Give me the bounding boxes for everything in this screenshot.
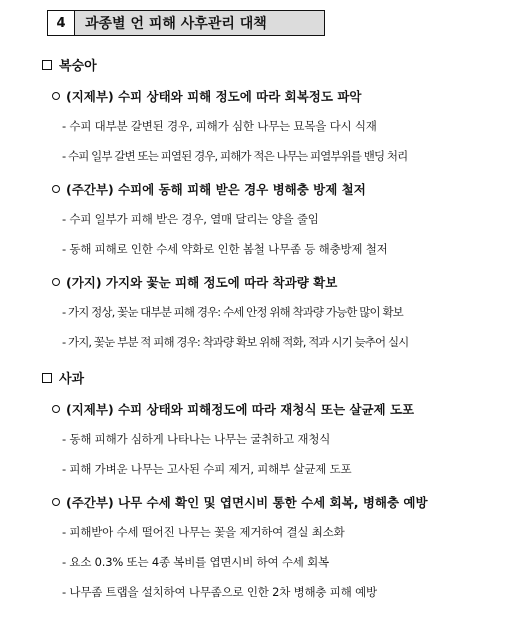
subheading — [52, 87, 361, 105]
list-item: - 동해 피해가 심하게 나타나는 나무는 굴취하고 재청식 — [62, 432, 331, 446]
title-number: 4 — [47, 10, 75, 36]
subheading — [52, 400, 414, 418]
circle-bullet-icon — [52, 405, 60, 413]
list-item: - 나무좀 트랩을 설치하여 나무좀으로 인한 2차 병해충 피해 예방 — [62, 585, 377, 599]
list-item: - 가지, 꽃눈 부분 적 피해 경우: 착과량 확보 위해 적화, 적과 시기 늦추어 실시 — [62, 335, 409, 349]
circle-bullet-icon — [52, 498, 60, 506]
circle-bullet-icon — [52, 92, 60, 100]
list-item: - 수피 일부가 피해 받은 경우, 열매 달리는 양을 줄임 — [62, 212, 319, 226]
checkbox-square-icon — [42, 60, 52, 70]
section-heading-peach — [42, 55, 97, 74]
circle-bullet-icon — [52, 278, 60, 286]
list-item: - 수피 일부 갈변 또는 피열된 경우, 피해가 적은 나무는 피열부위를 밴딩 처리 — [62, 149, 408, 163]
subheading — [52, 273, 337, 291]
subheading-text: (주간부) 수피에 동해 피해 받은 경우 병해충 방제 철저 — [66, 182, 366, 197]
list-item: - 동해 피해로 인한 수세 약화로 인한 봄철 나무좀 등 해충방제 철저 — [62, 242, 388, 256]
section-label: 복숭아 — [59, 59, 97, 74]
subheading-text: (지제부) 수피 상태와 피해정도에 따라 재청식 또는 살균제 도포 — [66, 402, 415, 417]
list-item: - 요소 0.3% 또는 4종 복비를 엽면시비 하여 수세 회복 — [62, 555, 329, 569]
checkbox-square-icon — [42, 373, 52, 383]
subheading — [52, 180, 366, 198]
subheading-text: (지제부) 수피 상태와 피해 정도에 따라 회복정도 파악 — [66, 89, 362, 104]
subheading-text: (주간부) 나무 수세 확인 및 엽면시비 통한 수세 회복, 병해충 예방 — [66, 495, 428, 510]
list-item: - 피해받아 수세 떨어진 나무는 꽃을 제거하여 결실 최소화 — [62, 525, 345, 539]
subheading-text: (가지) 가지와 꽃눈 피해 정도에 따라 착과량 확보 — [66, 275, 338, 290]
title-bar — [47, 10, 325, 36]
page-title: 과종별 언 피해 사후관리 대책 — [75, 10, 325, 36]
list-item: - 가지 정상, 꽃눈 대부분 피해 경우: 수세 안정 위해 착과량 가능한 많이 확보 — [62, 305, 403, 319]
section-label: 사과 — [59, 372, 85, 387]
section-heading-apple — [42, 368, 84, 387]
circle-bullet-icon — [52, 185, 60, 193]
list-item: - 피해 가벼운 나무는 고사된 수피 제거, 피해부 살균제 도포 — [62, 462, 352, 476]
subheading — [52, 493, 428, 511]
list-item: - 수피 대부분 갈변된 경우, 피해가 심한 나무는 묘목을 다시 식재 — [62, 119, 377, 133]
